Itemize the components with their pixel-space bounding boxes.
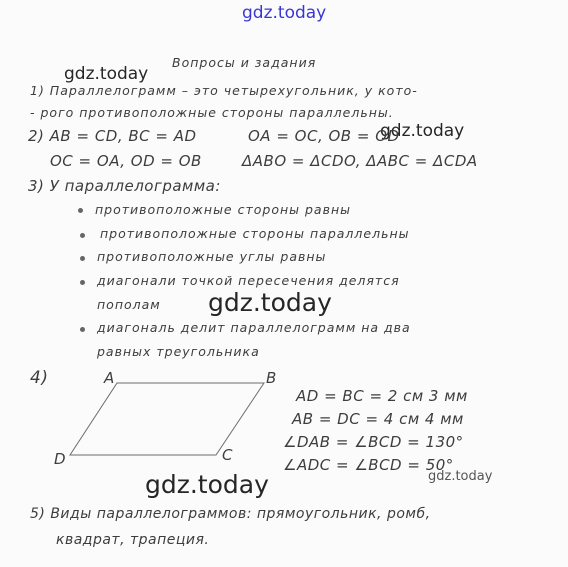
- watermark: gdz.today: [428, 469, 493, 484]
- watermark: gdz.today: [380, 121, 465, 141]
- q4-eq-1: AD = BC = 2 см 3 мм: [296, 387, 468, 405]
- q5-line1: 5) Виды параллелограммов: прямоугольник, ромб,: [30, 506, 431, 522]
- q3-heading: 3) У параллелограмма:: [28, 177, 221, 195]
- q2-line1b: OA = OC, OB = OD: [248, 127, 400, 145]
- q3-bullet-5-line2: равных треугольника: [97, 344, 260, 359]
- q4-eq-2: AB = DC = 4 см 4 мм: [292, 410, 464, 428]
- page-title: Вопросы и задания: [172, 55, 317, 70]
- q2-line2a: OC = OA, OD = OB: [50, 152, 202, 170]
- vertex-c-label: C: [222, 446, 233, 464]
- vertex-a-label: A: [104, 369, 115, 387]
- vertex-d-label: D: [54, 450, 67, 468]
- q4-eq-4: ∠ADC = ∠BCD = 50°: [283, 456, 454, 474]
- watermark-top: gdz.today: [242, 3, 327, 23]
- watermark: gdz.today: [208, 288, 332, 317]
- q1-line1: 1) Параллелограмм – это четырехугольник, у кото-: [30, 83, 418, 98]
- watermark: gdz.today: [64, 64, 149, 84]
- q1-line2: - рого противоположные стороны параллельны.: [30, 105, 394, 120]
- q2-line1a: 2) AB = CD, BC = AD: [28, 127, 197, 145]
- vertex-b-label: B: [266, 369, 277, 387]
- q3-bullet-4-line2: пополам: [97, 297, 161, 312]
- watermark: gdz.today: [145, 470, 269, 499]
- q3-bullet-2: противоположные стороны параллельны: [100, 226, 410, 241]
- q4-label: 4): [30, 368, 49, 388]
- q3-bullet-4-line1: диагонали точкой пересечения делятся: [97, 273, 400, 288]
- q4-eq-3: ∠DAB = ∠BCD = 130°: [283, 433, 464, 451]
- q3-bullet-5-line1: диагональ делит параллелограмм на два: [97, 320, 411, 335]
- q3-bullet-1: противоположные стороны равны: [95, 202, 352, 217]
- q5-line2: квадрат, трапеция.: [56, 532, 210, 548]
- q2-line2b: ΔABO = ΔCDO, ΔABC = ΔCDA: [242, 152, 478, 170]
- q3-bullet-3: противоположные углы равны: [97, 249, 327, 264]
